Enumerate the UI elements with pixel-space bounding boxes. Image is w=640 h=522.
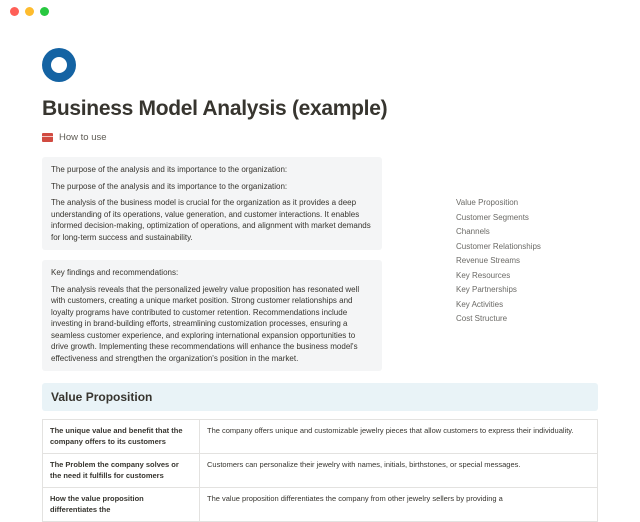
section-title: Value Proposition xyxy=(51,390,153,404)
table-of-contents xyxy=(456,198,606,324)
toc-item-key-partnerships[interactable]: Key Partnerships xyxy=(456,285,517,294)
callout-purpose-paragraph-1: The purpose of the analysis and its importance to the organization: xyxy=(51,181,288,191)
toc-item-key-resources[interactable]: Key Resources xyxy=(456,270,511,280)
callout-purpose-title: The purpose of the analysis and its importance to the organization: xyxy=(51,165,288,174)
table-cell-value: The value proposition differentiates the company from other jewelry sellers by providing a xyxy=(200,488,598,522)
circular-logo-icon xyxy=(42,48,76,82)
toc-item-channels[interactable]: Channels xyxy=(456,227,490,236)
section-header-value-proposition xyxy=(42,383,598,411)
callout-purpose-paragraph-2: The analysis of the business model is crucial for the organization as it provides a deep understanding of its operations, value generation, and customer interactions. It enables informed decision-making, optimization of operations, and alignment with market demands for long-term success and sustainability. xyxy=(51,198,371,242)
value-proposition-table xyxy=(42,419,598,522)
toc-item-customer-relationships[interactable]: Customer Relationships xyxy=(456,241,541,251)
window-zoom-button[interactable] xyxy=(40,7,49,16)
table-cell-value: The company offers unique and customizable jewelry pieces that allow customers to express their individuality. xyxy=(200,420,598,454)
table-row xyxy=(43,420,598,454)
table-row xyxy=(43,454,598,488)
how-to-use-label: How to use xyxy=(59,132,107,143)
window-close-button[interactable] xyxy=(10,7,19,16)
toc-item-cost-structure[interactable]: Cost Structure xyxy=(456,314,508,323)
window-title-bar xyxy=(0,0,640,22)
document-page xyxy=(0,48,640,522)
table-cell-label: The unique value and benefit that the company offers to its customers xyxy=(43,420,200,454)
page-title: Business Model Analysis (example) xyxy=(42,97,388,120)
main-content-column xyxy=(42,157,382,371)
table-cell-label: How the value proposition differentiates the xyxy=(43,488,200,522)
toc-item-value-proposition[interactable]: Value Proposition xyxy=(456,198,519,207)
toc-item-key-activities[interactable]: Key Activities xyxy=(456,299,504,309)
red-book-icon xyxy=(42,133,53,142)
window-minimize-button[interactable] xyxy=(25,7,34,16)
callout-findings xyxy=(42,260,382,371)
table-cell-value: Customers can personalize their jewelry with names, initials, birthstones, or special messages. xyxy=(200,454,598,488)
table-cell-label: The Problem the company solves or the need it fulfills for customers xyxy=(43,454,200,488)
toc-item-revenue-streams[interactable]: Revenue Streams xyxy=(456,256,521,265)
how-to-use-link[interactable] xyxy=(42,132,598,143)
callout-purpose xyxy=(42,157,382,250)
callout-findings-title: Key findings and recommendations: xyxy=(51,268,179,277)
page-icon-wrapper xyxy=(42,48,598,82)
toc-item-customer-segments[interactable]: Customer Segments xyxy=(456,212,529,222)
callout-findings-paragraph-1: The analysis reveals that the personalized jewelry value proposition has resonated well with customers, creating a unique market position. Strong customer relationships and loyalty programs have contributed to customer retention. Recommendations include investing in brand-building efforts, streamlining customization processes, ensuring a seamless customer experience, and exploring international expansion opportunities to drive growth. Implementing these recommendations will enhance the business model's effectiveness and strengthen the organization's position in the market. xyxy=(51,284,360,363)
table-row xyxy=(43,488,598,522)
